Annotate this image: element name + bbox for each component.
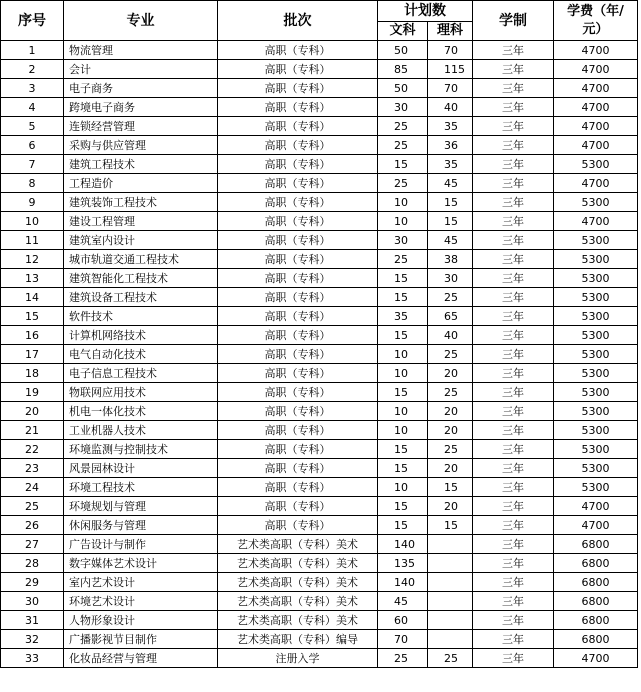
cell-batch: 艺术类高职（专科）美术 — [218, 573, 378, 592]
cell-arts: 25 — [378, 136, 428, 155]
table-row — [1, 98, 638, 117]
cell-major: 环境规划与管理 — [64, 497, 218, 516]
header-fee-line1: 学费（年/ — [567, 3, 624, 19]
cell-duration: 三年 — [473, 98, 554, 117]
cell-batch: 高职（专科） — [218, 402, 378, 421]
cell-science: 15 — [428, 193, 473, 212]
header-duration: 学制 — [473, 1, 554, 41]
cell-fee: 4700 — [554, 212, 638, 231]
cell-duration: 三年 — [473, 345, 554, 364]
cell-batch: 高职（专科） — [218, 98, 378, 117]
cell-major: 工程造价 — [64, 174, 218, 193]
cell-fee: 4700 — [554, 117, 638, 136]
cell-science: 20 — [428, 364, 473, 383]
cell-batch: 高职（专科） — [218, 136, 378, 155]
cell-batch: 高职（专科） — [218, 307, 378, 326]
cell-major: 建筑工程技术 — [64, 155, 218, 174]
cell-arts: 15 — [378, 516, 428, 535]
cell-science: 25 — [428, 288, 473, 307]
cell-major: 环境工程技术 — [64, 478, 218, 497]
cell-fee: 4700 — [554, 497, 638, 516]
cell-arts: 25 — [378, 117, 428, 136]
table-row — [1, 231, 638, 250]
table-row — [1, 649, 638, 668]
cell-duration: 三年 — [473, 41, 554, 60]
cell-fee: 5300 — [554, 421, 638, 440]
cell-science: 36 — [428, 136, 473, 155]
cell-duration: 三年 — [473, 649, 554, 668]
cell-seq: 1 — [1, 41, 64, 60]
cell-seq: 4 — [1, 98, 64, 117]
cell-major: 会计 — [64, 60, 218, 79]
cell-batch: 高职（专科） — [218, 174, 378, 193]
cell-fee: 4700 — [554, 649, 638, 668]
cell-arts: 10 — [378, 402, 428, 421]
cell-major: 采购与供应管理 — [64, 136, 218, 155]
cell-arts: 25 — [378, 174, 428, 193]
cell-fee: 5300 — [554, 402, 638, 421]
cell-fee: 5300 — [554, 269, 638, 288]
cell-arts: 140 — [378, 535, 428, 554]
cell-seq: 32 — [1, 630, 64, 649]
cell-arts: 15 — [378, 269, 428, 288]
cell-science: 25 — [428, 383, 473, 402]
cell-major: 人物形象设计 — [64, 611, 218, 630]
cell-duration: 三年 — [473, 364, 554, 383]
cell-duration: 三年 — [473, 136, 554, 155]
cell-seq: 27 — [1, 535, 64, 554]
table-row — [1, 41, 638, 60]
cell-major: 风景园林设计 — [64, 459, 218, 478]
cell-science: 45 — [428, 231, 473, 250]
cell-fee: 5300 — [554, 459, 638, 478]
cell-seq: 7 — [1, 155, 64, 174]
cell-science — [428, 592, 473, 611]
cell-seq: 13 — [1, 269, 64, 288]
cell-seq: 25 — [1, 497, 64, 516]
cell-science: 20 — [428, 402, 473, 421]
cell-major: 物联网应用技术 — [64, 383, 218, 402]
table-row — [1, 402, 638, 421]
cell-science: 65 — [428, 307, 473, 326]
header-science: 理科 — [428, 22, 473, 41]
cell-major: 环境监测与控制技术 — [64, 440, 218, 459]
cell-duration: 三年 — [473, 630, 554, 649]
cell-batch: 高职（专科） — [218, 421, 378, 440]
cell-duration: 三年 — [473, 269, 554, 288]
cell-science — [428, 611, 473, 630]
header-arts: 文科 — [378, 22, 428, 41]
cell-duration: 三年 — [473, 231, 554, 250]
table-row — [1, 440, 638, 459]
cell-batch: 高职（专科） — [218, 478, 378, 497]
cell-arts: 25 — [378, 649, 428, 668]
cell-batch: 高职（专科） — [218, 117, 378, 136]
cell-science: 70 — [428, 41, 473, 60]
cell-science — [428, 554, 473, 573]
cell-arts: 50 — [378, 41, 428, 60]
table-row — [1, 611, 638, 630]
cell-arts: 70 — [378, 630, 428, 649]
table-row — [1, 117, 638, 136]
table-row — [1, 250, 638, 269]
cell-fee: 5300 — [554, 250, 638, 269]
table-header — [1, 1, 638, 41]
cell-arts: 25 — [378, 250, 428, 269]
header-seq: 序号 — [1, 1, 64, 41]
cell-batch: 艺术类高职（专科）美术 — [218, 535, 378, 554]
cell-arts: 15 — [378, 383, 428, 402]
cell-batch: 高职（专科） — [218, 250, 378, 269]
cell-fee: 6800 — [554, 611, 638, 630]
cell-science: 25 — [428, 345, 473, 364]
cell-fee: 5300 — [554, 326, 638, 345]
cell-arts: 15 — [378, 326, 428, 345]
cell-major: 建筑设备工程技术 — [64, 288, 218, 307]
cell-batch: 高职（专科） — [218, 269, 378, 288]
cell-fee: 5300 — [554, 307, 638, 326]
cell-fee: 6800 — [554, 535, 638, 554]
table-row — [1, 383, 638, 402]
cell-major: 建筑智能化工程技术 — [64, 269, 218, 288]
cell-science — [428, 535, 473, 554]
cell-science: 20 — [428, 421, 473, 440]
cell-arts: 10 — [378, 212, 428, 231]
cell-duration: 三年 — [473, 459, 554, 478]
cell-arts: 50 — [378, 79, 428, 98]
cell-fee: 4700 — [554, 60, 638, 79]
cell-arts: 30 — [378, 231, 428, 250]
cell-major: 工业机器人技术 — [64, 421, 218, 440]
table-row — [1, 193, 638, 212]
cell-duration: 三年 — [473, 611, 554, 630]
cell-fee: 6800 — [554, 554, 638, 573]
cell-arts: 15 — [378, 155, 428, 174]
cell-duration: 三年 — [473, 421, 554, 440]
cell-major: 广播影视节目制作 — [64, 630, 218, 649]
cell-science — [428, 573, 473, 592]
cell-seq: 19 — [1, 383, 64, 402]
cell-fee: 4700 — [554, 516, 638, 535]
cell-duration: 三年 — [473, 478, 554, 497]
cell-major: 城市轨道交通工程技术 — [64, 250, 218, 269]
cell-fee: 4700 — [554, 41, 638, 60]
cell-science: 25 — [428, 649, 473, 668]
cell-duration: 三年 — [473, 307, 554, 326]
cell-fee: 5300 — [554, 231, 638, 250]
table-row — [1, 155, 638, 174]
cell-arts: 10 — [378, 421, 428, 440]
table-row — [1, 364, 638, 383]
cell-arts: 15 — [378, 440, 428, 459]
cell-fee: 4700 — [554, 136, 638, 155]
cell-major: 室内艺术设计 — [64, 573, 218, 592]
cell-duration: 三年 — [473, 288, 554, 307]
cell-major: 建设工程管理 — [64, 212, 218, 231]
cell-duration: 三年 — [473, 155, 554, 174]
cell-seq: 24 — [1, 478, 64, 497]
cell-seq: 15 — [1, 307, 64, 326]
cell-batch: 艺术类高职（专科）美术 — [218, 611, 378, 630]
cell-seq: 2 — [1, 60, 64, 79]
cell-science: 15 — [428, 212, 473, 231]
cell-fee: 5300 — [554, 193, 638, 212]
cell-major: 环境艺术设计 — [64, 592, 218, 611]
cell-fee: 5300 — [554, 478, 638, 497]
cell-duration: 三年 — [473, 250, 554, 269]
cell-seq: 9 — [1, 193, 64, 212]
cell-major: 休闲服务与管理 — [64, 516, 218, 535]
cell-seq: 30 — [1, 592, 64, 611]
cell-major: 电子信息工程技术 — [64, 364, 218, 383]
cell-science: 40 — [428, 326, 473, 345]
cell-fee: 4700 — [554, 79, 638, 98]
cell-batch: 高职（专科） — [218, 383, 378, 402]
cell-seq: 8 — [1, 174, 64, 193]
cell-arts: 15 — [378, 288, 428, 307]
cell-major: 广告设计与制作 — [64, 535, 218, 554]
cell-batch: 高职（专科） — [218, 212, 378, 231]
cell-batch: 高职（专科） — [218, 41, 378, 60]
table-row — [1, 592, 638, 611]
cell-fee: 6800 — [554, 630, 638, 649]
table-row — [1, 174, 638, 193]
table-row — [1, 421, 638, 440]
cell-batch: 高职（专科） — [218, 345, 378, 364]
cell-duration: 三年 — [473, 497, 554, 516]
cell-science: 35 — [428, 117, 473, 136]
cell-duration: 三年 — [473, 60, 554, 79]
cell-duration: 三年 — [473, 79, 554, 98]
header-batch: 批次 — [218, 1, 378, 41]
cell-fee: 4700 — [554, 98, 638, 117]
table-body — [1, 41, 638, 668]
cell-science: 115 — [428, 60, 473, 79]
cell-batch: 艺术类高职（专科）美术 — [218, 554, 378, 573]
cell-science: 38 — [428, 250, 473, 269]
cell-batch: 高职（专科） — [218, 497, 378, 516]
cell-seq: 33 — [1, 649, 64, 668]
cell-batch: 高职（专科） — [218, 288, 378, 307]
cell-major: 物流管理 — [64, 41, 218, 60]
cell-duration: 三年 — [473, 174, 554, 193]
cell-batch: 高职（专科） — [218, 364, 378, 383]
table-row — [1, 60, 638, 79]
cell-batch: 高职（专科） — [218, 231, 378, 250]
cell-fee: 5300 — [554, 383, 638, 402]
table-row — [1, 345, 638, 364]
cell-arts: 45 — [378, 592, 428, 611]
table-row — [1, 136, 638, 155]
table-row — [1, 554, 638, 573]
table-row — [1, 535, 638, 554]
cell-fee: 4700 — [554, 174, 638, 193]
cell-batch: 高职（专科） — [218, 60, 378, 79]
cell-fee: 5300 — [554, 440, 638, 459]
cell-fee: 5300 — [554, 155, 638, 174]
cell-seq: 10 — [1, 212, 64, 231]
cell-arts: 10 — [378, 478, 428, 497]
cell-science: 15 — [428, 478, 473, 497]
cell-major: 跨境电子商务 — [64, 98, 218, 117]
table-row — [1, 212, 638, 231]
cell-seq: 16 — [1, 326, 64, 345]
cell-major: 数字媒体艺术设计 — [64, 554, 218, 573]
cell-duration: 三年 — [473, 573, 554, 592]
cell-seq: 22 — [1, 440, 64, 459]
cell-seq: 3 — [1, 79, 64, 98]
cell-science — [428, 630, 473, 649]
cell-duration: 三年 — [473, 535, 554, 554]
header-fee-line2: 元） — [582, 21, 609, 37]
cell-major: 计算机网络技术 — [64, 326, 218, 345]
cell-arts: 140 — [378, 573, 428, 592]
cell-fee: 6800 — [554, 573, 638, 592]
cell-seq: 11 — [1, 231, 64, 250]
cell-seq: 18 — [1, 364, 64, 383]
cell-major: 电气自动化技术 — [64, 345, 218, 364]
cell-science: 15 — [428, 516, 473, 535]
cell-duration: 三年 — [473, 440, 554, 459]
cell-batch: 高职（专科） — [218, 459, 378, 478]
cell-batch: 高职（专科） — [218, 516, 378, 535]
cell-duration: 三年 — [473, 383, 554, 402]
cell-arts: 30 — [378, 98, 428, 117]
cell-batch: 高职（专科） — [218, 193, 378, 212]
cell-batch: 高职（专科） — [218, 155, 378, 174]
cell-science: 40 — [428, 98, 473, 117]
cell-seq: 20 — [1, 402, 64, 421]
cell-seq: 14 — [1, 288, 64, 307]
table-row — [1, 478, 638, 497]
cell-science: 20 — [428, 459, 473, 478]
cell-seq: 21 — [1, 421, 64, 440]
header-plan: 计划数 — [378, 1, 473, 22]
cell-duration: 三年 — [473, 516, 554, 535]
table-row — [1, 307, 638, 326]
cell-arts: 15 — [378, 497, 428, 516]
table-row — [1, 459, 638, 478]
cell-science: 35 — [428, 155, 473, 174]
cell-seq: 31 — [1, 611, 64, 630]
cell-duration: 三年 — [473, 554, 554, 573]
cell-major: 软件技术 — [64, 307, 218, 326]
cell-arts: 135 — [378, 554, 428, 573]
cell-seq: 5 — [1, 117, 64, 136]
cell-fee: 5300 — [554, 364, 638, 383]
cell-duration: 三年 — [473, 212, 554, 231]
cell-major: 建筑室内设计 — [64, 231, 218, 250]
cell-duration: 三年 — [473, 326, 554, 345]
cell-seq: 26 — [1, 516, 64, 535]
table-row — [1, 497, 638, 516]
cell-batch: 高职（专科） — [218, 326, 378, 345]
cell-duration: 三年 — [473, 592, 554, 611]
cell-duration: 三年 — [473, 193, 554, 212]
table-row — [1, 516, 638, 535]
cell-arts: 60 — [378, 611, 428, 630]
cell-seq: 29 — [1, 573, 64, 592]
cell-duration: 三年 — [473, 402, 554, 421]
cell-batch: 注册入学 — [218, 649, 378, 668]
cell-fee: 5300 — [554, 288, 638, 307]
table-row — [1, 79, 638, 98]
cell-science: 70 — [428, 79, 473, 98]
cell-batch: 高职（专科） — [218, 79, 378, 98]
table-row — [1, 630, 638, 649]
cell-major: 连锁经营管理 — [64, 117, 218, 136]
cell-major: 化妆品经营与管理 — [64, 649, 218, 668]
cell-science: 45 — [428, 174, 473, 193]
cell-science: 25 — [428, 440, 473, 459]
table-row — [1, 326, 638, 345]
cell-batch: 高职（专科） — [218, 440, 378, 459]
cell-seq: 17 — [1, 345, 64, 364]
cell-science: 20 — [428, 497, 473, 516]
cell-seq: 6 — [1, 136, 64, 155]
cell-fee: 6800 — [554, 592, 638, 611]
header-fee — [554, 1, 638, 41]
cell-arts: 10 — [378, 364, 428, 383]
table-row — [1, 573, 638, 592]
cell-fee: 5300 — [554, 345, 638, 364]
cell-seq: 23 — [1, 459, 64, 478]
cell-arts: 10 — [378, 193, 428, 212]
cell-seq: 28 — [1, 554, 64, 573]
cell-batch: 艺术类高职（专科）编导 — [218, 630, 378, 649]
cell-arts: 15 — [378, 459, 428, 478]
cell-duration: 三年 — [473, 117, 554, 136]
cell-major: 机电一体化技术 — [64, 402, 218, 421]
cell-batch: 艺术类高职（专科）美术 — [218, 592, 378, 611]
cell-major: 建筑装饰工程技术 — [64, 193, 218, 212]
cell-science: 30 — [428, 269, 473, 288]
cell-major: 电子商务 — [64, 79, 218, 98]
table-row — [1, 288, 638, 307]
cell-arts: 35 — [378, 307, 428, 326]
cell-seq: 12 — [1, 250, 64, 269]
header-major: 专业 — [64, 1, 218, 41]
cell-arts: 10 — [378, 345, 428, 364]
table-row — [1, 269, 638, 288]
cell-arts: 85 — [378, 60, 428, 79]
